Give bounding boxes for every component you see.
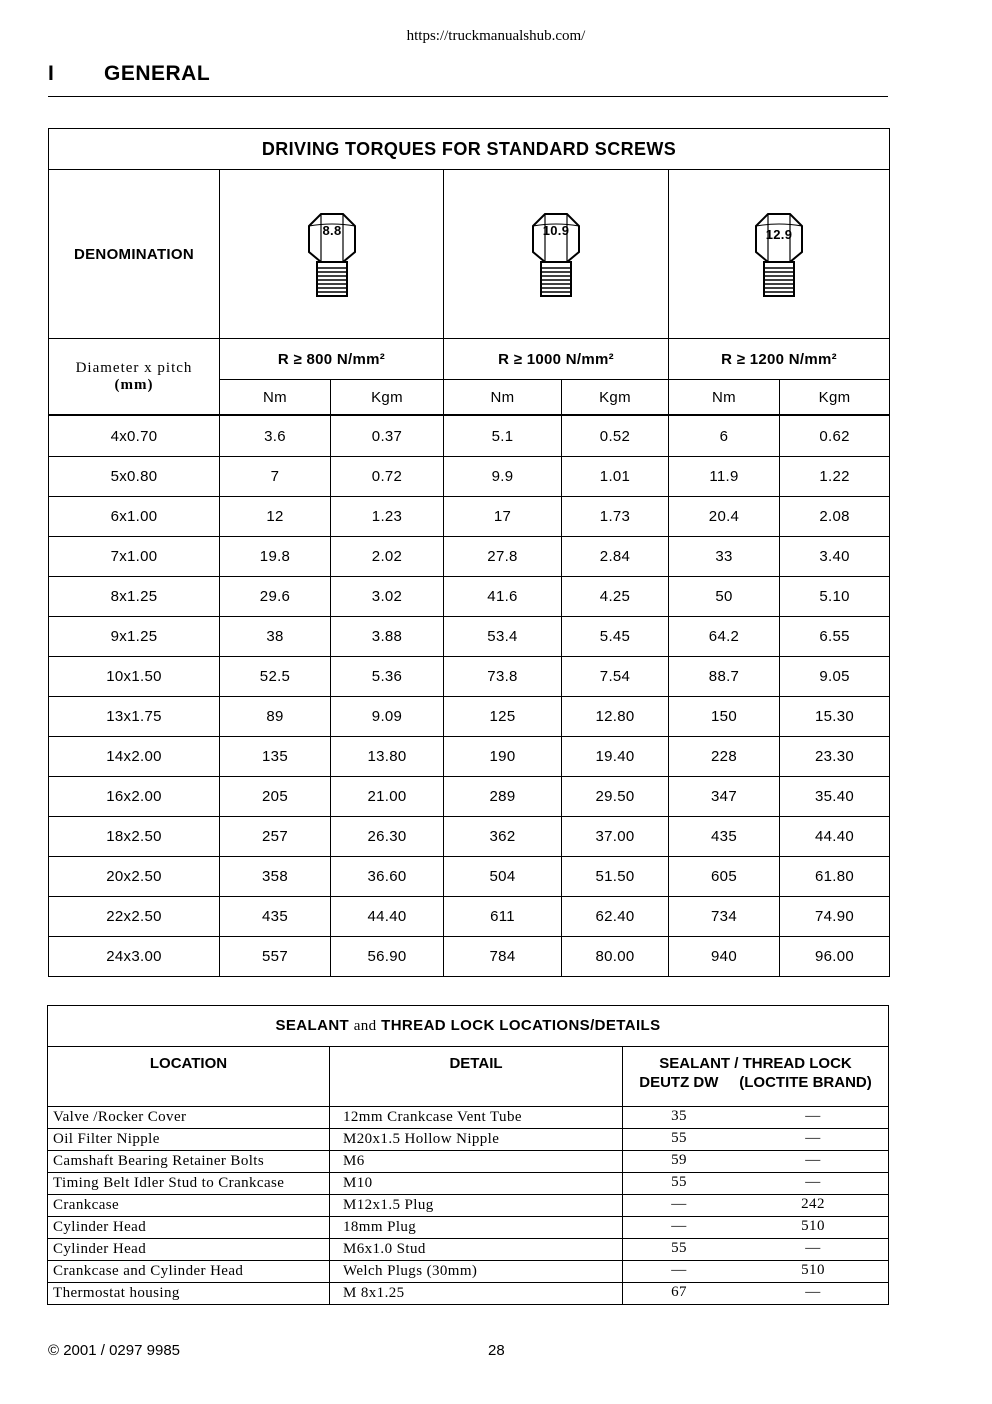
table-row <box>49 577 890 617</box>
sealant-values-cell <box>623 1151 889 1173</box>
location-cell: Cylinder Head <box>48 1239 330 1261</box>
torque-cell: 5.36 <box>331 657 444 697</box>
torque-cell: 37.00 <box>562 817 669 857</box>
torque-cell: 7.54 <box>562 657 669 697</box>
strength-1200: R ≥ 1200 N/mm² <box>669 339 890 380</box>
torque-cell: 5.10 <box>780 577 890 617</box>
torque-cell: 15.30 <box>780 697 890 737</box>
torque-cell: 12 <box>220 497 331 537</box>
table-row <box>49 737 890 777</box>
section-header <box>48 62 888 97</box>
torque-cell: 362 <box>444 817 562 857</box>
deutz-dw-value: 35 <box>671 1108 687 1124</box>
diameter-cell: 7x1.00 <box>49 537 220 577</box>
loctite-value: — <box>805 1108 821 1124</box>
deutz-dw-value: — <box>671 1196 687 1212</box>
diameter-cell: 22x2.50 <box>49 897 220 937</box>
torque-cell: 3.6 <box>220 415 331 457</box>
unit-header: Nm <box>444 380 562 416</box>
diameter-cell: 6x1.00 <box>49 497 220 537</box>
torque-cell: 289 <box>444 777 562 817</box>
torque-cell: 0.62 <box>780 415 890 457</box>
torque-cell: 1.01 <box>562 457 669 497</box>
torque-cell: 2.84 <box>562 537 669 577</box>
loctite-value: — <box>805 1130 821 1146</box>
sealant-values-cell <box>623 1217 889 1239</box>
torque-cell: 41.6 <box>444 577 562 617</box>
unit-header: Kgm <box>780 380 890 416</box>
torque-cell: 96.00 <box>780 937 890 977</box>
table-row <box>49 617 890 657</box>
torque-cell: 21.00 <box>331 777 444 817</box>
loctite-value: — <box>805 1240 821 1256</box>
bolt-grade-label: 8.8 <box>322 223 341 238</box>
torque-cell: 13.80 <box>331 737 444 777</box>
torque-cell: 7 <box>220 457 331 497</box>
torque-cell: 64.2 <box>669 617 780 657</box>
diameter-cell: 24x3.00 <box>49 937 220 977</box>
diameter-cell: 16x2.00 <box>49 777 220 817</box>
loctite-value: 510 <box>801 1262 825 1278</box>
torque-table <box>48 128 890 977</box>
torque-cell: 19.40 <box>562 737 669 777</box>
table-row <box>49 537 890 577</box>
torque-cell: 53.4 <box>444 617 562 657</box>
torque-cell: 150 <box>669 697 780 737</box>
torque-cell: 44.40 <box>780 817 890 857</box>
sealant-values-cell <box>623 1195 889 1217</box>
deutz-dw-value: — <box>671 1218 687 1234</box>
sealant-header: SEALANT / THREAD LOCK DEUTZ DW (LOCTITE BRAND) <box>623 1047 889 1107</box>
torque-table-title: DRIVING TORQUES FOR STANDARD SCREWS <box>49 129 890 170</box>
torque-cell: 19.8 <box>220 537 331 577</box>
section-number: I <box>48 62 54 85</box>
location-cell: Thermostat housing <box>48 1283 330 1305</box>
torque-cell: 11.9 <box>669 457 780 497</box>
table-row <box>48 1129 889 1151</box>
torque-cell: 557 <box>220 937 331 977</box>
torque-cell: 89 <box>220 697 331 737</box>
deutz-dw-value: 55 <box>671 1130 687 1146</box>
detail-cell: M6 <box>330 1151 623 1173</box>
sealant-values-cell <box>623 1239 889 1261</box>
deutz-dw-value: 59 <box>671 1152 687 1168</box>
torque-cell: 52.5 <box>220 657 331 697</box>
torque-cell: 2.02 <box>331 537 444 577</box>
diameter-cell: 13x1.75 <box>49 697 220 737</box>
denomination-label: DENOMINATION <box>49 170 220 339</box>
bolt-grade-label: 10.9 <box>542 223 570 238</box>
table-row <box>48 1283 889 1305</box>
bolt-8-8-icon <box>220 170 444 339</box>
torque-cell: 1.23 <box>331 497 444 537</box>
torque-cell: 228 <box>669 737 780 777</box>
torque-cell: 1.22 <box>780 457 890 497</box>
detail-cell: M10 <box>330 1173 623 1195</box>
diameter-cell: 9x1.25 <box>49 617 220 657</box>
section-title: GENERAL <box>104 62 211 85</box>
table-row <box>49 817 890 857</box>
table-row <box>49 657 890 697</box>
torque-cell: 0.52 <box>562 415 669 457</box>
detail-cell: 12mm Crankcase Vent Tube <box>330 1107 623 1129</box>
torque-cell: 734 <box>669 897 780 937</box>
sealant-table-body <box>48 1107 889 1305</box>
torque-cell: 940 <box>669 937 780 977</box>
torque-cell: 0.37 <box>331 415 444 457</box>
sealant-values-cell <box>623 1283 889 1305</box>
table-row <box>48 1107 889 1129</box>
torque-cell: 9.9 <box>444 457 562 497</box>
table-row <box>48 1261 889 1283</box>
detail-cell: Welch Plugs (30mm) <box>330 1261 623 1283</box>
table-row <box>48 1173 889 1195</box>
table-row <box>48 1239 889 1261</box>
torque-cell: 35.40 <box>780 777 890 817</box>
torque-cell: 73.8 <box>444 657 562 697</box>
sealant-values-cell <box>623 1129 889 1151</box>
table-row <box>49 897 890 937</box>
sealant-values-cell <box>623 1107 889 1129</box>
detail-cell: M20x1.5 Hollow Nipple <box>330 1129 623 1151</box>
detail-cell: M 8x1.25 <box>330 1283 623 1305</box>
torque-cell: 784 <box>444 937 562 977</box>
torque-cell: 26.30 <box>331 817 444 857</box>
table-row <box>49 415 890 457</box>
torque-cell: 56.90 <box>331 937 444 977</box>
torque-cell: 88.7 <box>669 657 780 697</box>
torque-cell: 17 <box>444 497 562 537</box>
diameter-cell: 5x0.80 <box>49 457 220 497</box>
sealant-table <box>47 1005 889 1305</box>
torque-cell: 9.09 <box>331 697 444 737</box>
detail-cell: M6x1.0 Stud <box>330 1239 623 1261</box>
bolt-grade-label: 12.9 <box>765 227 793 242</box>
location-cell: Timing Belt Idler Stud to Crankcase <box>48 1173 330 1195</box>
location-cell: Camshaft Bearing Retainer Bolts <box>48 1151 330 1173</box>
torque-cell: 6.55 <box>780 617 890 657</box>
page-number: 28 <box>488 1342 505 1359</box>
unit-header: Kgm <box>331 380 444 416</box>
torque-cell: 5.45 <box>562 617 669 657</box>
location-header: LOCATION <box>48 1047 330 1107</box>
torque-cell: 3.02 <box>331 577 444 617</box>
diameter-cell: 10x1.50 <box>49 657 220 697</box>
torque-cell: 0.72 <box>331 457 444 497</box>
detail-cell: M12x1.5 Plug <box>330 1195 623 1217</box>
diameter-cell: 20x2.50 <box>49 857 220 897</box>
torque-cell: 23.30 <box>780 737 890 777</box>
torque-cell: 36.60 <box>331 857 444 897</box>
torque-cell: 61.80 <box>780 857 890 897</box>
loctite-value: 242 <box>801 1196 825 1212</box>
loctite-value: 510 <box>801 1218 825 1234</box>
bolt-12-9-icon <box>669 170 890 339</box>
torque-cell: 4.25 <box>562 577 669 617</box>
table-row <box>48 1217 889 1239</box>
torque-cell: 605 <box>669 857 780 897</box>
torque-cell: 504 <box>444 857 562 897</box>
torque-table-body <box>49 415 890 977</box>
unit-header: Kgm <box>562 380 669 416</box>
copyright-footer: © 2001 / 0297 9985 <box>48 1342 180 1359</box>
strength-1000: R ≥ 1000 N/mm² <box>444 339 669 380</box>
torque-cell: 205 <box>220 777 331 817</box>
torque-cell: 20.4 <box>669 497 780 537</box>
torque-cell: 611 <box>444 897 562 937</box>
torque-cell: 12.80 <box>562 697 669 737</box>
torque-cell: 51.50 <box>562 857 669 897</box>
location-cell: Crankcase <box>48 1195 330 1217</box>
torque-cell: 44.40 <box>331 897 444 937</box>
diameter-cell: 4x0.70 <box>49 415 220 457</box>
loctite-value: — <box>805 1284 821 1300</box>
table-row <box>48 1195 889 1217</box>
deutz-dw-value: 55 <box>671 1174 687 1190</box>
table-row <box>49 937 890 977</box>
torque-cell: 125 <box>444 697 562 737</box>
torque-cell: 38 <box>220 617 331 657</box>
torque-cell: 9.05 <box>780 657 890 697</box>
unit-header: Nm <box>669 380 780 416</box>
table-row <box>49 457 890 497</box>
table-row <box>49 777 890 817</box>
loctite-value: — <box>805 1174 821 1190</box>
bolt-10-9-icon <box>444 170 669 339</box>
location-cell: Oil Filter Nipple <box>48 1129 330 1151</box>
deutz-dw-value: 55 <box>671 1240 687 1256</box>
detail-header: DETAIL <box>330 1047 623 1107</box>
source-url[interactable]: https://truckmanualshub.com/ <box>406 28 586 44</box>
loctite-value: — <box>805 1152 821 1168</box>
table-row <box>49 697 890 737</box>
deutz-dw-value: 67 <box>671 1284 687 1300</box>
torque-cell: 29.6 <box>220 577 331 617</box>
sealant-values-cell <box>623 1173 889 1195</box>
torque-cell: 358 <box>220 857 331 897</box>
torque-cell: 33 <box>669 537 780 577</box>
detail-cell: 18mm Plug <box>330 1217 623 1239</box>
sealant-table-title: SEALANT and THREAD LOCK LOCATIONS/DETAILS <box>48 1006 889 1047</box>
deutz-dw-value: — <box>671 1262 687 1278</box>
torque-cell: 74.90 <box>780 897 890 937</box>
table-row <box>49 497 890 537</box>
torque-cell: 27.8 <box>444 537 562 577</box>
location-cell: Valve /Rocker Cover <box>48 1107 330 1129</box>
torque-cell: 135 <box>220 737 331 777</box>
location-cell: Cylinder Head <box>48 1217 330 1239</box>
torque-cell: 62.40 <box>562 897 669 937</box>
diameter-cell: 18x2.50 <box>49 817 220 857</box>
torque-cell: 190 <box>444 737 562 777</box>
torque-cell: 29.50 <box>562 777 669 817</box>
diameter-cell: 14x2.00 <box>49 737 220 777</box>
sealant-values-cell <box>623 1261 889 1283</box>
location-cell: Crankcase and Cylinder Head <box>48 1261 330 1283</box>
torque-cell: 50 <box>669 577 780 617</box>
table-row <box>49 857 890 897</box>
torque-cell: 347 <box>669 777 780 817</box>
torque-cell: 3.88 <box>331 617 444 657</box>
torque-cell: 257 <box>220 817 331 857</box>
diameter-pitch-label: Diameter x pitch (mm) <box>49 339 220 416</box>
torque-cell: 1.73 <box>562 497 669 537</box>
torque-cell: 435 <box>220 897 331 937</box>
table-row <box>48 1151 889 1173</box>
diameter-cell: 8x1.25 <box>49 577 220 617</box>
unit-header: Nm <box>220 380 331 416</box>
torque-cell: 2.08 <box>780 497 890 537</box>
torque-cell: 80.00 <box>562 937 669 977</box>
torque-cell: 6 <box>669 415 780 457</box>
torque-cell: 3.40 <box>780 537 890 577</box>
torque-cell: 435 <box>669 817 780 857</box>
torque-cell: 5.1 <box>444 415 562 457</box>
strength-800: R ≥ 800 N/mm² <box>220 339 444 380</box>
